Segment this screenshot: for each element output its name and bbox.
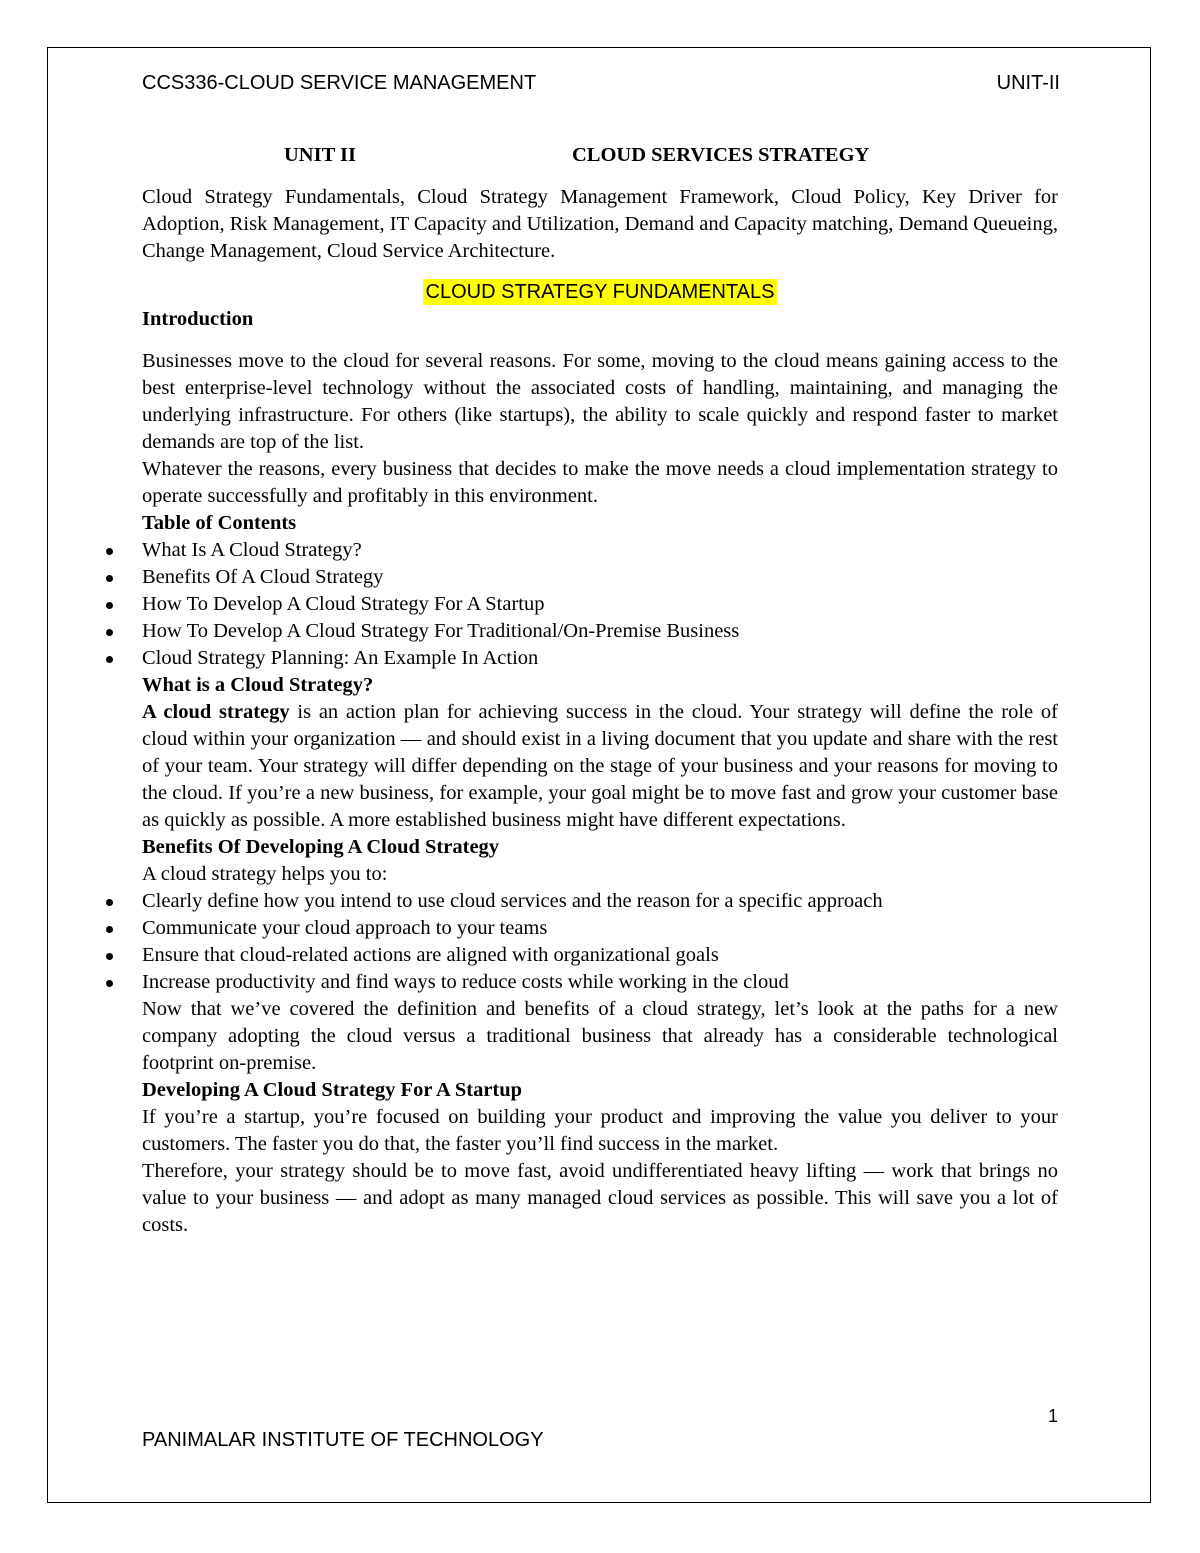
page-header-course: CCS336-CLOUD SERVICE MANAGEMENT <box>142 72 537 94</box>
toc-item-label: How To Develop A Cloud Strategy For Traditional/On-Premise Business <box>142 620 740 642</box>
toc-item <box>142 564 1058 591</box>
startup-paragraph-2: Therefore, your strategy should be to move fast, avoid undifferentiated heavy lifting — work that brings no value to your business — and adopt as many managed cloud services as possible. This will save you a lot of costs. <box>142 1160 1058 1236</box>
toc-item-label: How To Develop A Cloud Strategy For A Startup <box>142 593 545 615</box>
bullet-icon <box>106 926 113 933</box>
toc-item <box>142 537 1058 564</box>
toc-item <box>142 618 1058 645</box>
page-number: 1 <box>1047 1406 1058 1426</box>
toc-item-label: Cloud Strategy Planning: An Example In Action <box>142 647 539 669</box>
bullet-icon <box>106 953 113 960</box>
unit-name: CLOUD SERVICES STRATEGY <box>572 144 870 166</box>
syllabus-topics: Cloud Strategy Fundamentals, Cloud Strategy Management Framework, Cloud Policy, Key Driver for Adoption, Risk Management, IT Capacity and Utilization, Demand and Capacity matching, Demand Queueing, Change Management, Cloud Service Architecture. <box>142 186 1058 262</box>
benefits-list <box>142 888 1058 996</box>
section-heading-row <box>142 279 1058 306</box>
introduction-paragraph-2: Whatever the reasons, every business that decides to make the move needs a cloud implementation strategy to operate successfully and profitably in this environment. <box>142 458 1058 507</box>
benefit-item <box>142 942 1058 969</box>
startup-heading: Developing A Cloud Strategy For A Startup <box>142 1079 523 1101</box>
bullet-icon <box>106 629 113 636</box>
benefit-item <box>142 888 1058 915</box>
bullet-icon <box>106 980 113 987</box>
document-body <box>142 142 1058 1239</box>
page-header-unit: UNIT-II <box>996 72 1060 94</box>
toc-item <box>142 591 1058 618</box>
startup-paragraph: If you’re a startup, you’re focused on building your product and improving the value you deliver to your customers. The faster you do that, the faster you’ll find success in the market. <box>142 1106 1058 1155</box>
unit-title <box>142 142 1058 172</box>
benefit-item-label: Clearly define how you intend to use cloud services and the reason for a specific approach <box>142 890 883 912</box>
toc-heading: Table of Contents <box>142 512 297 534</box>
section-heading-highlighted: CLOUD STRATEGY FUNDAMENTALS <box>423 279 778 305</box>
benefit-item-label: Communicate your cloud approach to your teams <box>142 917 548 939</box>
benefits-heading: Benefits Of Developing A Cloud Strategy <box>142 836 500 858</box>
toc-list <box>142 537 1058 672</box>
what-is-heading: What is a Cloud Strategy? <box>142 674 374 696</box>
benefit-item-label: Ensure that cloud-related actions are aligned with organizational goals <box>142 944 719 966</box>
what-is-text: is an action plan for achieving success in the cloud. Your strategy will define the role of cloud within your organization — and should exist in a living document that you update and share with the rest of your team. Your strategy will differ depending on the stage of your business and your reasons for moving to the cloud. If you’re a new business, for example, your goal might be to move fast and grow your customer base as quickly as possible. A more established business might have different expectations. <box>142 701 1058 831</box>
toc-item-label: What Is A Cloud Strategy? <box>142 539 362 561</box>
benefit-item <box>142 969 1058 996</box>
bullet-icon <box>106 602 113 609</box>
bullet-icon <box>106 548 113 555</box>
benefits-intro: A cloud strategy helps you to: <box>142 863 388 885</box>
what-is-paragraph <box>142 699 1058 834</box>
benefit-item <box>142 915 1058 942</box>
toc-item <box>142 645 1058 672</box>
toc-item-label: Benefits Of A Cloud Strategy <box>142 566 384 588</box>
benefit-item-label: Increase productivity and find ways to reduce costs while working in the cloud <box>142 971 789 993</box>
unit-label: UNIT II <box>284 144 356 166</box>
bullet-icon <box>106 899 113 906</box>
what-is-lead-term: A cloud strategy <box>142 701 290 723</box>
bullet-icon <box>106 575 113 582</box>
page-footer-institute: PANIMALAR INSTITUTE OF TECHNOLOGY <box>142 1429 544 1451</box>
benefits-closing-paragraph: Now that we’ve covered the definition and benefits of a cloud strategy, let’s look at the paths for a new company adopting the cloud versus a traditional business that already has a considerable technological footprint on-premise. <box>142 998 1058 1074</box>
bullet-icon <box>106 656 113 663</box>
introduction-paragraph: Businesses move to the cloud for several reasons. For some, moving to the cloud means gaining access to the best enterprise-level technology without the associated costs of handling, maintaining, and managing the underlying infrastructure. For others (like startups), the ability to scale quickly and respond faster to market demands are top of the list. <box>142 350 1058 453</box>
introduction-heading: Introduction <box>142 308 254 330</box>
